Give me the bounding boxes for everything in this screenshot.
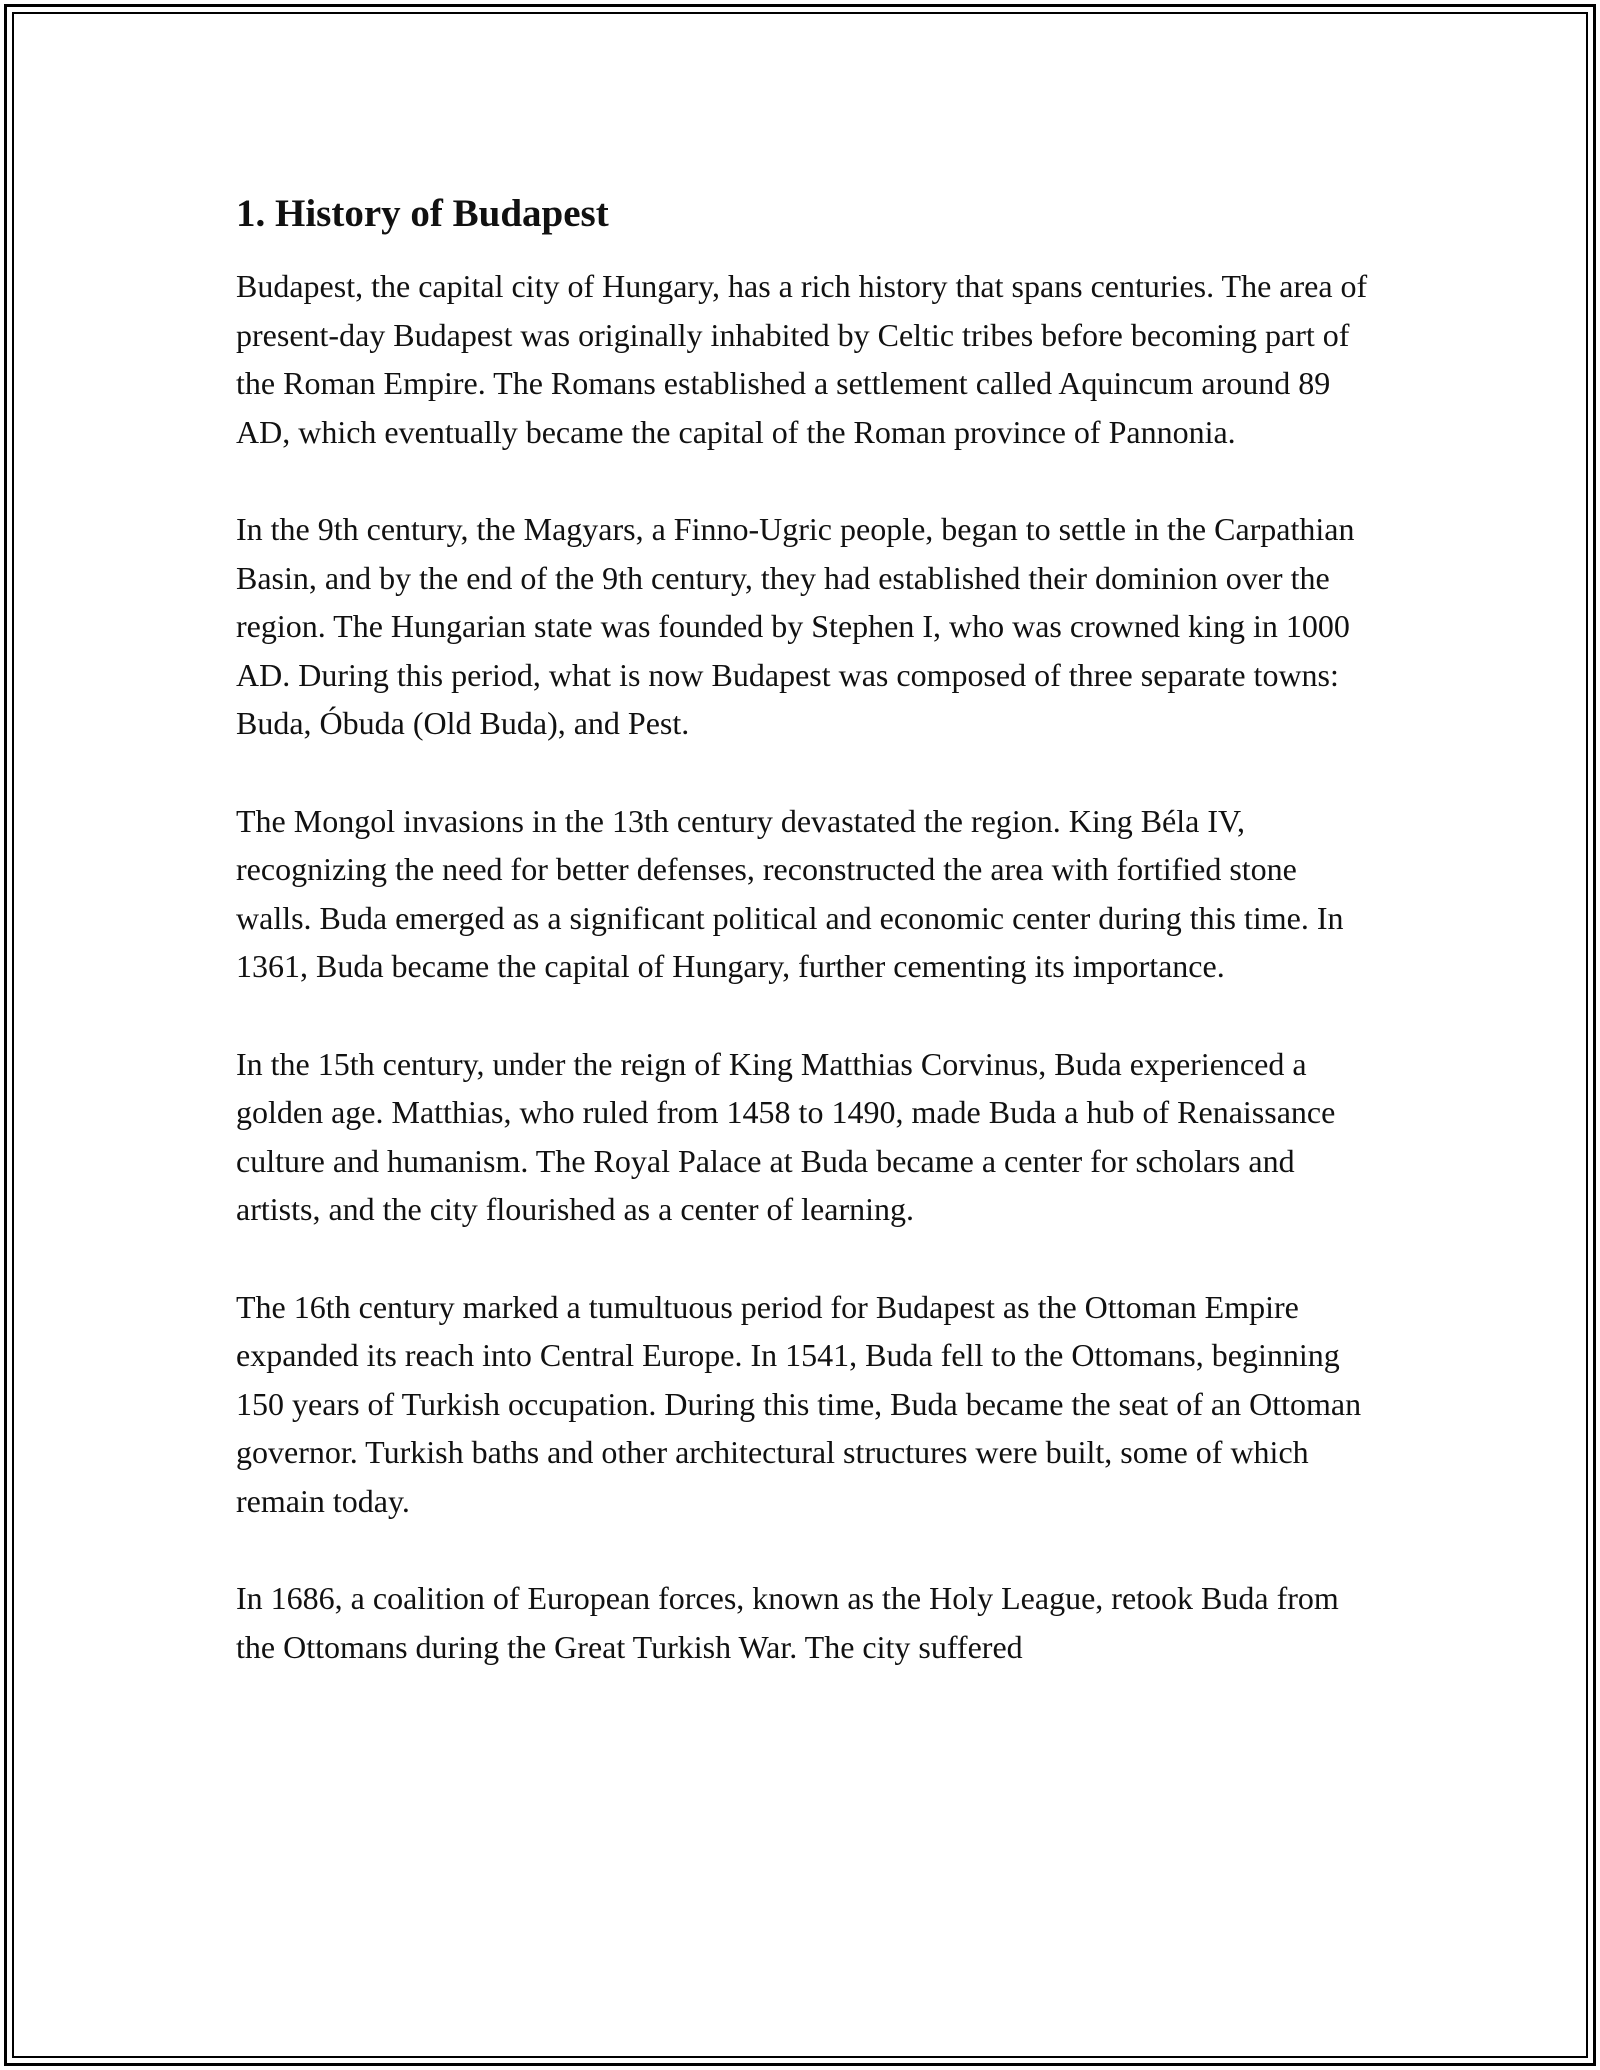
paragraph-roman-era: Budapest, the capital city of Hungary, has a rich history that spans centuries. The area of present-day Budapest was originally inhabited by Celtic tribes before becoming part of the Roman Empire. The Romans established a settlement called Aquincum around 89 AD, which eventually became the capital of the Roman province of Pannonia. — [236, 268, 1368, 450]
paragraph-holy-league: In 1686, a coalition of European forces, known as the Holy League, retook Buda from the Ottomans during the Great Turkish War. The city suffered — [236, 1580, 1339, 1665]
paragraph-mongol-invasions: The Mongol invasions in the 13th century devastated the region. King Béla IV, recognizing the need for better defenses, reconstructed the area with fortified stone walls. Buda emerged as a significant political and economic center during this time. In 1361, Buda became the capital of Hungary, further cementing its importance. — [236, 802, 1344, 984]
section-heading: 1. History of Budapest — [236, 192, 609, 235]
paragraph-magyars: In the 9th century, the Magyars, a Finno-Ugric people, began to settle in the Carpathian Basin, and by the end of the 9th century, they had established their dominion over the region. The Hungarian state was founded by Stephen I, who was crowned king in 1000 AD. During this period, what is now Budapest was composed of three separate towns: Buda, Óbuda (Old Buda), and Pest. — [236, 511, 1355, 741]
paragraph-matthias-corvinus: In the 15th century, under the reign of King Matthias Corvinus, Buda experienced a golden age. Matthias, who ruled from 1458 to 1490, made Buda a hub of Renaissance culture and humanism. The Royal Palace at Buda became a center for scholars and artists, and the city flourished as a center of learning. — [236, 1045, 1336, 1227]
document-body — [236, 186, 1376, 1671]
paragraph-ottoman-occupation: The 16th century marked a tumultuous period for Budapest as the Ottoman Empire expanded its reach into Central Europe. In 1541, Buda fell to the Ottomans, beginning 150 years of Turkish occupation. During this time, Buda became the seat of an Ottoman governor. Turkish baths and other architectural structures were built, some of which remain today. — [236, 1288, 1362, 1519]
